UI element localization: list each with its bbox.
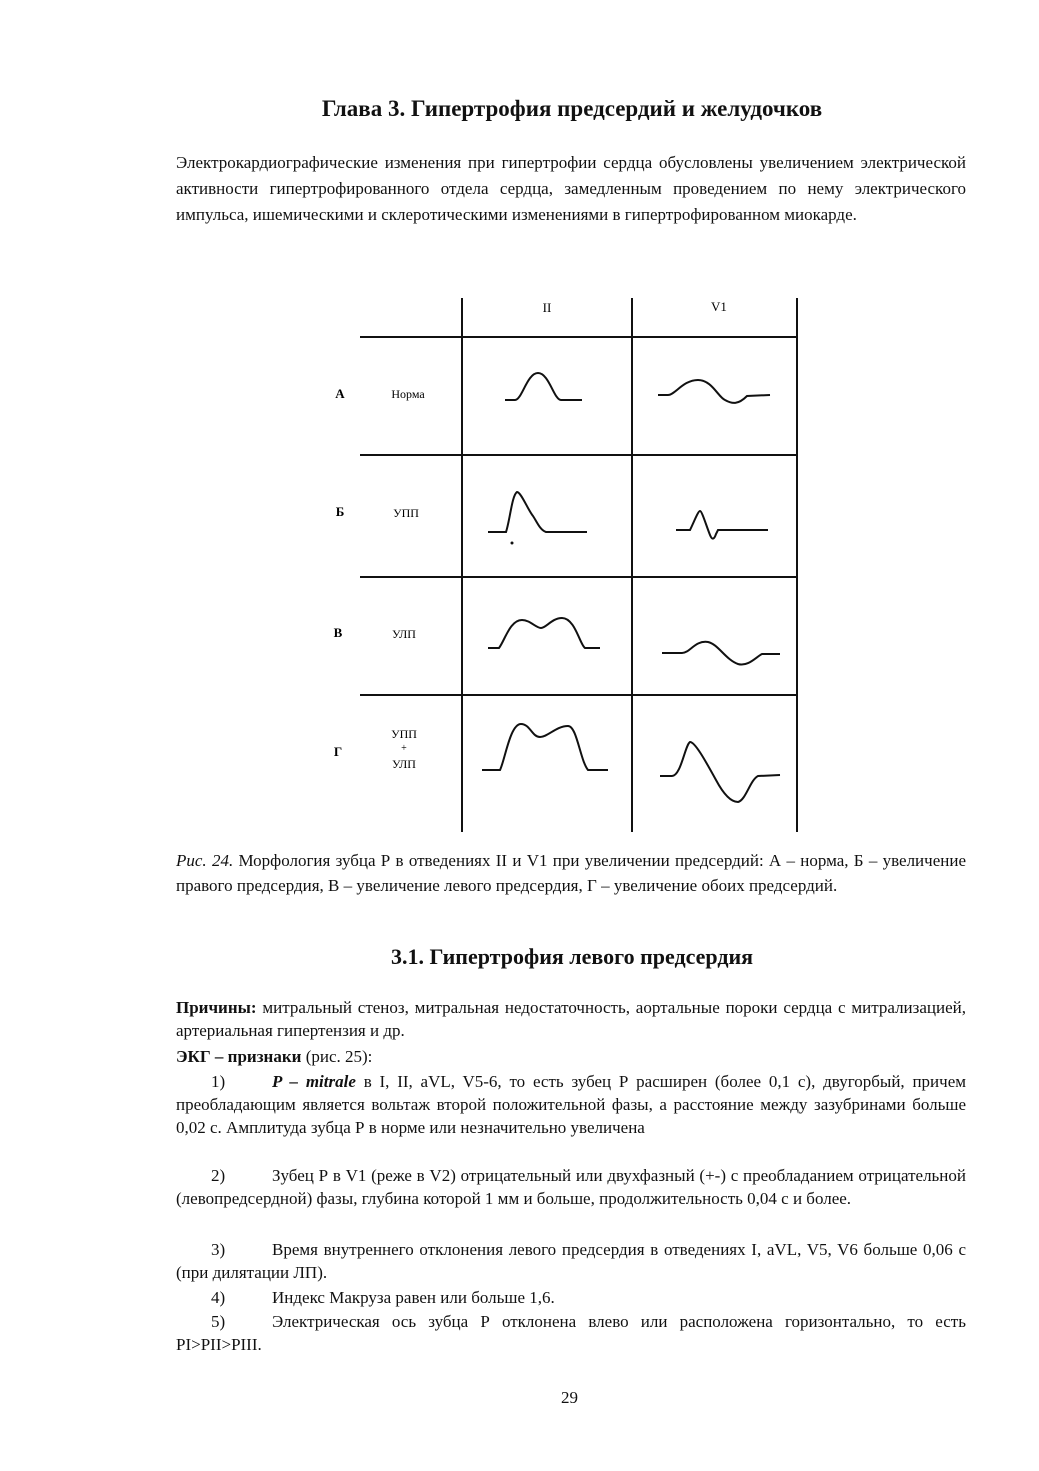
list-item-text: Зубец Р в V1 (реже в V2) отрицательный или двухфазный (+-) с преобладанием отрицательной (левопредсердной) фазы, глубина которой 1 мм и больше, продолжительность 0,04 с и более. bbox=[176, 1166, 966, 1208]
list-item bbox=[176, 1164, 966, 1210]
ecg-signs-text: (рис. 25): bbox=[305, 1047, 373, 1066]
row-label-a: Норма bbox=[391, 387, 425, 401]
intro-paragraph: Электрокардиографические изменения при гипертрофии сердца обусловлены увеличением электрической активности гипертрофированного отдела сердца, замедленным проведением по нему электрического импульса, ишемическими и склеротическими изменениями в гипертрофированном миокарде. bbox=[176, 153, 966, 224]
figure-caption bbox=[176, 848, 966, 898]
row-label-v: УЛП bbox=[392, 627, 416, 641]
list-item-text: Индекс Макруза равен или больше 1,6. bbox=[272, 1288, 555, 1307]
row-label-g-plus: + bbox=[401, 743, 407, 754]
row-letter-b: Б bbox=[335, 504, 345, 519]
row-letter-g: Г bbox=[333, 744, 343, 759]
wave-b-v1 bbox=[676, 511, 768, 539]
wave-g-ii bbox=[482, 724, 608, 770]
column-header-v1: V1 bbox=[711, 299, 727, 314]
list-item-number: 3) bbox=[211, 1240, 226, 1259]
wave-g-v1 bbox=[660, 742, 780, 802]
row-label-g-bottom: УЛП bbox=[392, 757, 416, 771]
wave-a-ii bbox=[505, 373, 582, 400]
list-item-number: 1) bbox=[211, 1072, 226, 1091]
chapter-title: Глава 3. Гипертрофия предсердий и желудочков bbox=[321, 96, 823, 121]
wave-v-v1 bbox=[662, 642, 780, 665]
list-item bbox=[176, 1070, 966, 1139]
caption-text: Морфология зубца Р в отведениях II и V1 при увеличении предсердий: А – норма, Б – увеличение правого предсердия, В – увеличение левого предсердия, Г – увеличение обоих предсердий. bbox=[176, 851, 966, 895]
ecg-signs-label: ЭКГ – признаки bbox=[176, 1047, 302, 1066]
p-wave-figure bbox=[320, 288, 810, 838]
list-item-number: 4) bbox=[211, 1288, 226, 1307]
causes-paragraph bbox=[176, 996, 966, 1042]
column-header-ii: II bbox=[542, 300, 552, 315]
row-label-b: УПП bbox=[393, 506, 419, 520]
page-number: 29 bbox=[561, 1388, 578, 1407]
causes-label: Причины: bbox=[176, 998, 257, 1017]
wave-b-ii bbox=[488, 492, 587, 532]
caption-label: Рис. 24. bbox=[176, 851, 234, 870]
ecg-signs-heading bbox=[176, 1045, 966, 1068]
list-item-text: Электрическая ось зубца Р отклонена влево или расположена горизонтально, то есть PI>PII>PIII. bbox=[176, 1312, 966, 1354]
list-item bbox=[176, 1286, 966, 1309]
list-item bbox=[176, 1238, 966, 1284]
list-item-number: 2) bbox=[211, 1166, 226, 1185]
row-label-g-top: УПП bbox=[391, 727, 417, 741]
row-letter-v: В bbox=[333, 625, 343, 640]
wave-v-ii bbox=[488, 618, 600, 648]
list-item-text: в I, II, aVL, V5-6, то есть зубец Р расширен (более 0,1 с), двугорбый, причем преобладающим является вольтаж второй положительной фазы, а расстояние между зазубринами больше 0,02 с. Амплитуда зубца Р в норме или незначительно увеличена bbox=[176, 1072, 967, 1137]
list-item bbox=[176, 1310, 966, 1356]
list-item-number: 5) bbox=[211, 1312, 226, 1331]
section-title: 3.1. Гипертрофия левого предсердия bbox=[390, 944, 754, 969]
row-letter-a: А bbox=[335, 386, 345, 401]
list-item-text: Время внутреннего отклонения левого предсердия в отведениях I, aVL, V5, V6 больше 0,06 с (при дилятации ЛП). bbox=[176, 1240, 966, 1282]
causes-text: митральный стеноз, митральная недостаточность, аортальные пороки сердца с митрализацией, артериальная гипертензия и др. bbox=[176, 998, 967, 1040]
wave-a-v1 bbox=[658, 380, 770, 403]
p-mitrale-term: P – mitrale bbox=[272, 1072, 356, 1091]
